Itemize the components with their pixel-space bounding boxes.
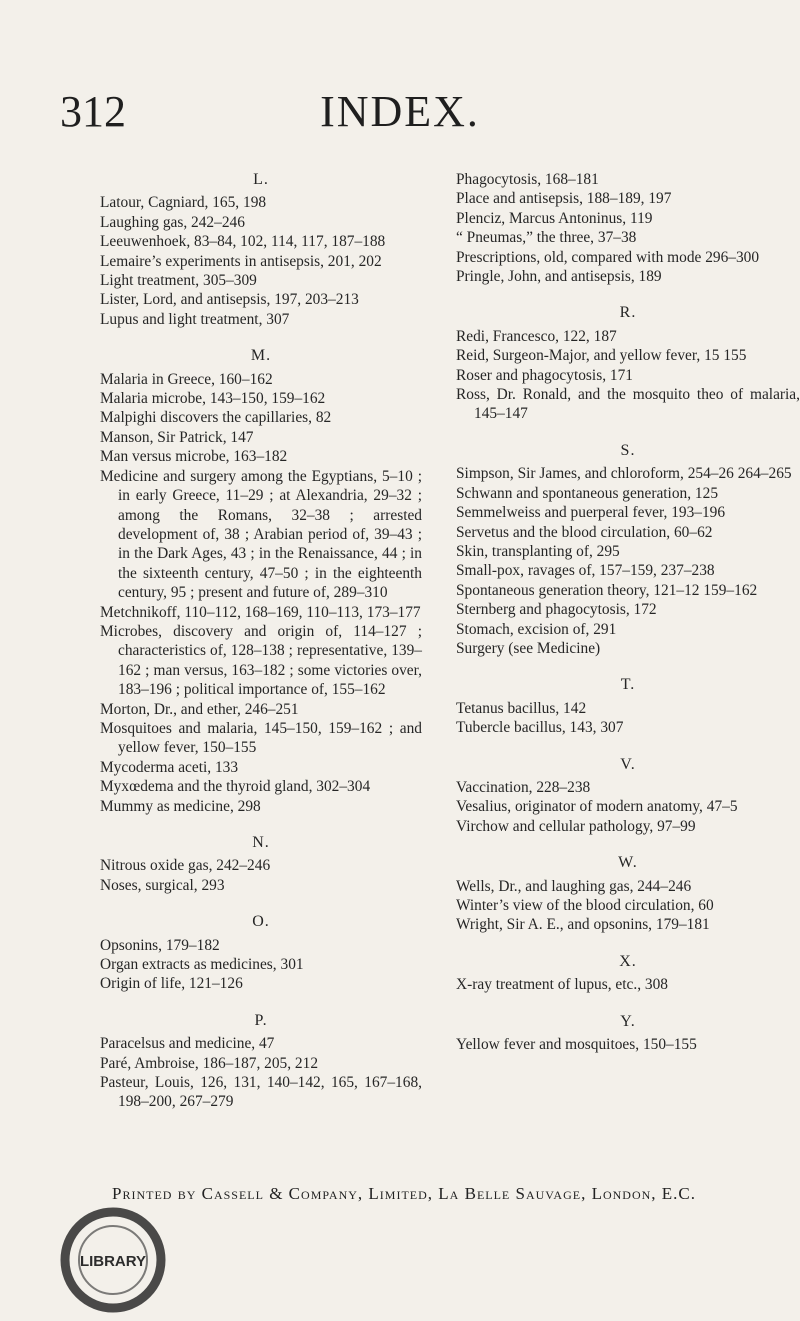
index-entry: Opsonins, 179–182	[100, 936, 220, 954]
index-entry: Wells, Dr., and laughing gas, 244–246	[456, 877, 692, 895]
index-entry: Ross, Dr. Ronald, and the mosquito theo of malaria, 145–147	[456, 386, 800, 423]
index-entry: Winter’s view of the blood circulation, 60	[456, 897, 714, 914]
right-section	[456, 952, 800, 995]
index-entry: Place and antisepsis, 188–189, 197	[456, 190, 672, 208]
index-entry: Schwann and spontaneous generation, 125	[456, 484, 719, 502]
index-entry: Tubercle bacillus, 143, 307	[456, 719, 624, 737]
section-letter: P.	[254, 1011, 268, 1029]
index-entry: Malaria microbe, 143–150, 159–162	[100, 390, 326, 408]
section-letter: T.	[620, 676, 636, 694]
index-entry: Medicine and surgery among the Egyptians, 5–10 ; in early Greece, 11–29 ; at Alexandria, 29–32 ; among the Romans, 32–38 ; arrested development of, 38 ; Arabian period of, 39–43 ; in the Dark Ages, 43 ; in the Renaissance, 44 ; in the sixteenth century, 47–50 ; in the eighteenth century, 95 ; present and future of, 289–310	[100, 467, 422, 602]
index-entry: Microbes, discovery and origin of, 114–127 ; characteristics of, 128–138 ; representative, 139–162 ; man versus, 163–182 ; some victories over, 183–196 ; political importance of, 155–162	[100, 622, 422, 699]
index-entry: Lupus and light treatment, 307	[100, 310, 290, 328]
index-entry: Stomach, excision of, 291	[456, 620, 617, 638]
index-entry: Metchnikoff, 110–112, 168–169, 110–113, 173–177	[100, 603, 421, 621]
index-entry: Reid, Surgeon-Major, and yellow fever, 15 155	[456, 347, 747, 365]
index-entry: Servetus and the blood circulation, 60–62	[456, 523, 713, 541]
index-entry: Lister, Lord, and antisepsis, 197, 203–213	[100, 291, 359, 309]
index-entry: Morton, Dr., and ether, 246–251	[100, 700, 299, 718]
left-section	[100, 1011, 422, 1112]
index-entry: Nitrous oxide gas, 242–246	[100, 857, 271, 875]
section-letter: Y.	[620, 1012, 636, 1030]
left-section	[100, 346, 422, 816]
index-entry: Paracelsus and medicine, 47	[100, 1035, 275, 1053]
index-entry: Pringle, John, and antisepsis, 189	[456, 268, 662, 286]
index-entry: Redi, Francesco, 122, 187	[456, 327, 617, 345]
index-entry: Lemaire’s experiments in antisepsis, 201, 202	[100, 252, 382, 270]
index-column-left	[100, 170, 422, 1129]
index-entry: Tetanus bacillus, 142	[456, 699, 587, 717]
index-entry: Surgery (see Medicine)	[456, 639, 601, 657]
index-entry: Vaccination, 228–238	[456, 778, 591, 796]
right-section	[456, 853, 800, 935]
index-entry: Manson, Sir Patrick, 147	[100, 428, 254, 446]
library-stamp	[58, 1198, 168, 1318]
index-entry: Man versus microbe, 163–182	[100, 448, 288, 466]
right-section	[456, 755, 800, 837]
section-letter: O.	[252, 913, 270, 931]
section-letter: X.	[619, 952, 637, 970]
index-column-right	[456, 170, 800, 1071]
index-entry: Simpson, Sir James, and chloroform, 254–26 264–265	[456, 465, 792, 483]
printer-imprint: Printed by Cassell & Company, Limited, La Belle Sauvage, London, E.C.	[112, 1184, 697, 1203]
left-section	[100, 912, 422, 994]
left-section	[100, 833, 422, 895]
index-entry: Skin, transplanting of, 295	[456, 542, 620, 560]
index-entry: Semmelweiss and puerperal fever, 193–196	[456, 504, 726, 522]
index-entry: Latour, Cagniard, 165, 198	[100, 194, 267, 212]
section-letter: L.	[253, 171, 269, 188]
index-entry: Malpighi discovers the capillaries, 82	[100, 409, 332, 427]
index-entry: Paré, Ambroise, 186–187, 205, 212	[100, 1054, 319, 1072]
section-letter: S.	[620, 441, 636, 459]
index-entry: Laughing gas, 242–246	[100, 213, 245, 231]
page-title: INDEX.	[320, 87, 480, 136]
index-entry: Origin of life, 121–126	[100, 975, 243, 993]
index-entry: Roser and phagocytosis, 171	[456, 366, 633, 384]
page-number: 312	[60, 87, 126, 136]
stamp-text: LIBRARY	[79, 1253, 147, 1270]
index-entry: Light treatment, 305–309	[100, 272, 257, 290]
right-section	[456, 170, 800, 286]
page-header	[0, 86, 800, 146]
index-entry: Malaria in Greece, 160–162	[100, 370, 273, 388]
index-entry: X-ray treatment of lupus, etc., 308	[456, 976, 668, 994]
index-entry: Organ extracts as medicines, 301	[100, 956, 304, 974]
index-entry: Sternberg and phagocytosis, 172	[456, 601, 657, 619]
index-entry: Wright, Sir A. E., and opsonins, 179–181	[456, 916, 710, 934]
right-section	[456, 441, 800, 658]
index-entry: Plenciz, Marcus Antoninus, 119	[456, 209, 653, 227]
index-entry: Phagocytosis, 168–181	[456, 171, 599, 188]
index-entry: Spontaneous generation theory, 121–12 159–162	[456, 581, 758, 599]
section-letter: V.	[620, 755, 636, 773]
index-entry: Prescriptions, old, compared with mode 296–300	[456, 248, 760, 266]
index-entry: Virchow and cellular pathology, 97–99	[456, 817, 696, 835]
index-entry: Yellow fever and mosquitoes, 150–155	[456, 1036, 697, 1054]
index-entry: Mycoderma aceti, 133	[100, 758, 239, 776]
index-entry: Small-pox, ravages of, 157–159, 237–238	[456, 562, 715, 580]
index-entry: Pasteur, Louis, 126, 131, 140–142, 165, 167–168, 198–200, 267–279	[100, 1074, 422, 1111]
section-letter: M.	[250, 347, 272, 365]
left-section	[100, 170, 422, 329]
right-section	[456, 675, 800, 737]
right-section	[456, 303, 800, 423]
index-entry: Leeuwenhoek, 83–84, 102, 114, 117, 187–188	[100, 233, 386, 251]
section-letter: N.	[252, 834, 270, 851]
index-entry: “ Pneumas,” the three, 37–38	[456, 229, 637, 247]
index-entry: Mosquitoes and malaria, 145–150, 159–162 ; and yellow fever, 150–155	[100, 719, 422, 757]
section-letter: W.	[618, 854, 638, 872]
index-entry: Mummy as medicine, 298	[100, 797, 261, 815]
section-letter: R.	[619, 304, 637, 322]
index-entry: Myxœdema and the thyroid gland, 302–304	[100, 778, 371, 796]
index-entry: Noses, surgical, 293	[100, 876, 225, 894]
index-entry: Vesalius, originator of modern anatomy, 47–5	[456, 798, 738, 816]
right-section	[456, 1012, 800, 1055]
